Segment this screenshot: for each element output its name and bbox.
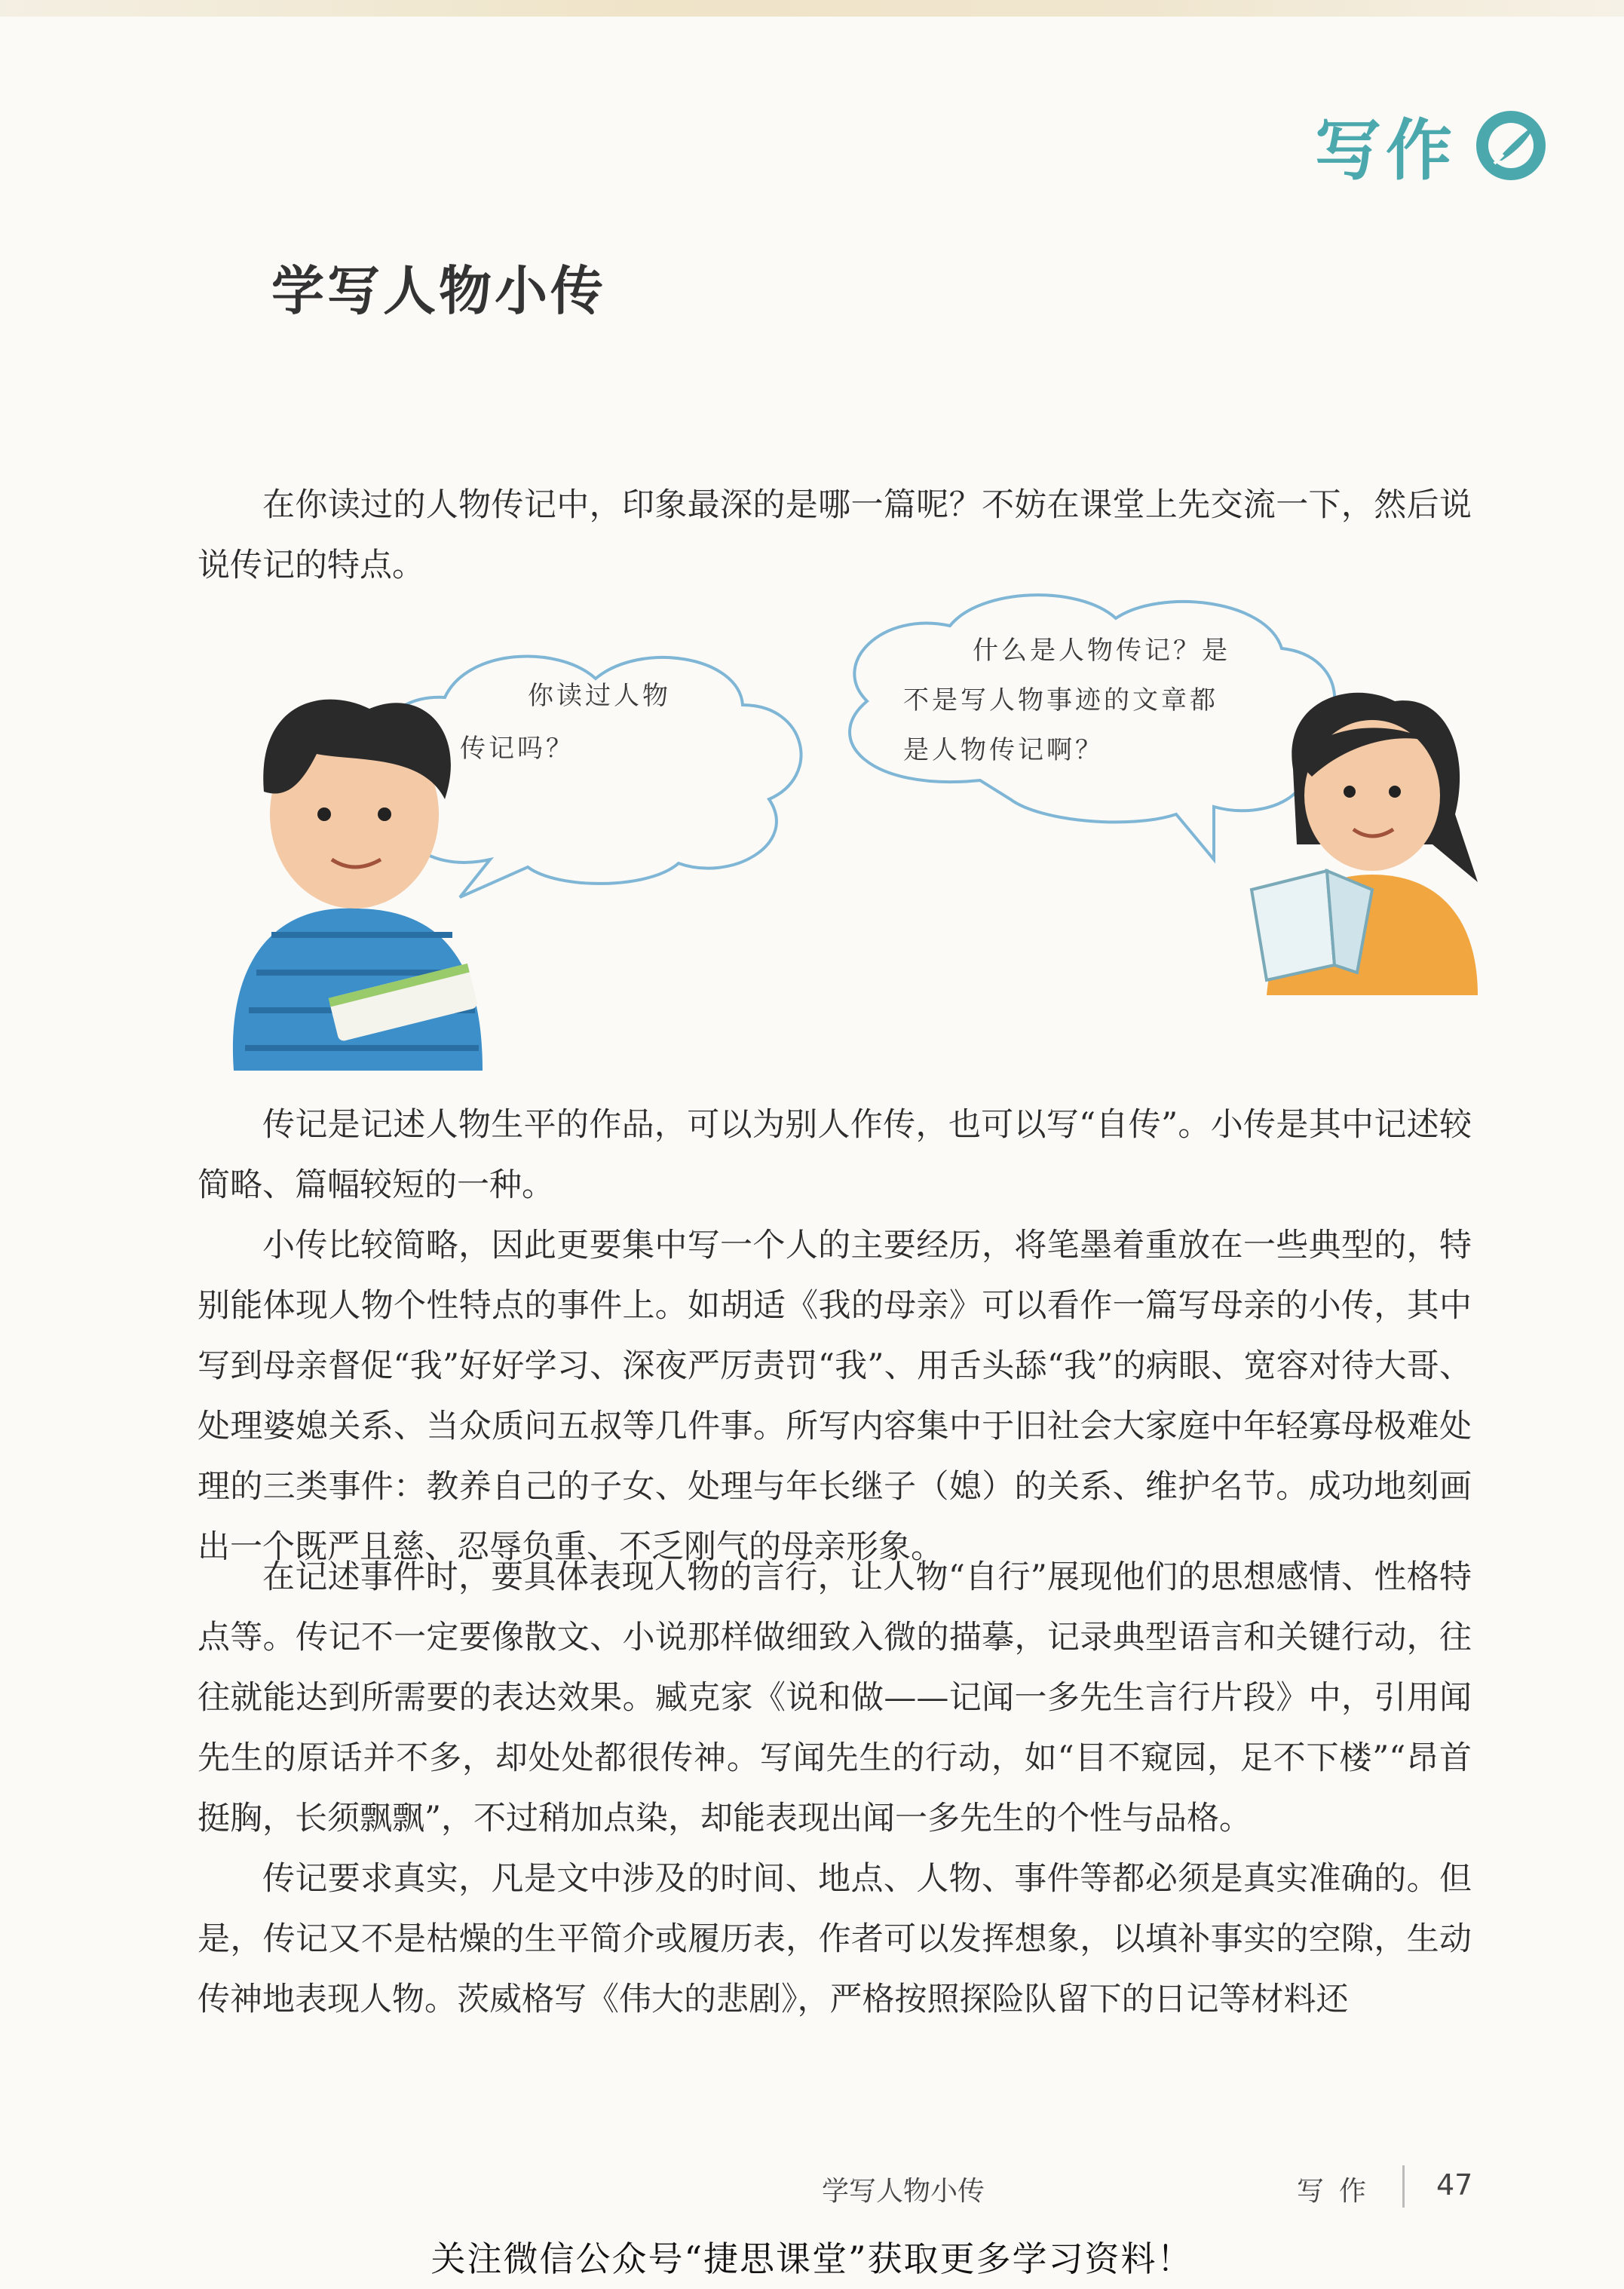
watermark-notice: 关注微信公众号“捷思课堂”获取更多学习资料！ bbox=[431, 2238, 1193, 2279]
girl-speech-line-1: 什么是人物传记？是 bbox=[973, 636, 1230, 666]
speech-bubbles bbox=[0, 573, 1624, 1071]
dialogue-illustration bbox=[0, 573, 1624, 1071]
girl-speech-line-3: 是人物传记啊？ bbox=[903, 735, 1104, 765]
boy-speech-line-1: 你读过人物 bbox=[528, 681, 671, 711]
section-tag bbox=[1315, 98, 1549, 193]
body-paragraph: 小传比较简略，因此更要集中写一个人的主要经历，将笔墨着重放在一些典型的，特别能体现人物个性特点的事件上。如胡适《我的母亲》可以看作一篇写母亲的小传，其中写到母亲督促“我”好好学习、深夜严厉责罚“我”、用舌头舔“我”的病眼、宽容对待大哥、处理婆媳关系、当众质问五叔等几件事。所写内容集中于旧社会大家庭中年轻寡母极难处理的三类事件：教养自己的子女、处理与年长继子（媳）的关系、维护名节。成功地刻画出一个既严且慈、忍辱负重、不乏刚气的母亲形象。 bbox=[198, 1227, 1472, 1566]
page-title: 学写人物小传 bbox=[271, 260, 606, 322]
footer-running-title: 学写人物小传 bbox=[822, 2176, 985, 2207]
boy-speech-line-2: 传记吗？ bbox=[460, 734, 575, 764]
page-number: 47 bbox=[1436, 2168, 1473, 2202]
footer-section-label: 写作 bbox=[1297, 2176, 1382, 2207]
girl-figure bbox=[1252, 693, 1478, 995]
quill-circle-icon bbox=[1473, 108, 1549, 183]
body-paragraph: 传记要求真实，凡是文中涉及的时间、地点、人物、事件等都必须是真实准确的。但是，传记又不是枯燥的生平简介或履历表，作者可以发挥想象，以填补事实的空隙，生动传神地表现人物。茨威格写《伟大的悲剧》，严格按照探险队留下的日记等材料还 bbox=[198, 1860, 1472, 2018]
top-decorative-strip bbox=[0, 0, 1624, 17]
footer-divider bbox=[1402, 2165, 1405, 2208]
body-paragraph: 在记述事件时，要具体表现人物的言行，让人物“自行”展现他们的思想感情、性格特点等。传记不一定要像散文、小说那样做细致入微的描摹，记录典型语言和关键行动，往往就能达到所需要的表达效果。臧克家《说和做——记闻一多先生言行片段》中，引用闻先生的原话并不多，却处处都很传神。写闻先生的行动，如“目不窥园，足不下楼”“昂首挺胸，长须飘飘”，不过稍加点染，却能表现出闻一多先生的个性与品格。 bbox=[198, 1558, 1472, 1837]
boy-figure bbox=[233, 700, 483, 1071]
body-paragraph: 传记是记述人物生平的作品，可以为别人作传，也可以写“自传”。小传是其中记述较简略、篇幅较短的一种。 bbox=[198, 1106, 1472, 1204]
section-tag-label: 写作 bbox=[1314, 112, 1457, 189]
intro-paragraph: 在你读过的人物传记中，印象最深的是哪一篇呢？不妨在课堂上先交流一下，然后说说传记的特点。 bbox=[198, 486, 1472, 584]
girl-speech-line-2: 不是写人物事迹的文章都 bbox=[903, 685, 1218, 716]
